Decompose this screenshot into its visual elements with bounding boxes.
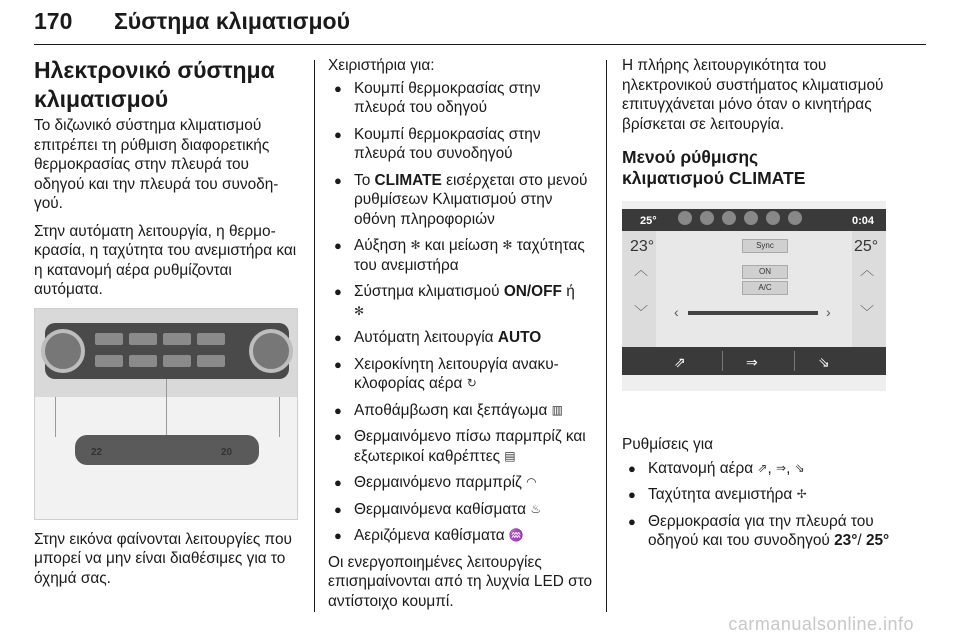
chevron-left-icon: ‹ xyxy=(674,304,679,320)
header-rule xyxy=(34,44,926,45)
column-2 xyxy=(328,56,596,611)
clock: 0:04 xyxy=(851,215,874,227)
column-3 xyxy=(622,56,892,551)
air-distribution-middle-icon: ⇒ xyxy=(746,354,758,370)
page-header xyxy=(34,6,926,40)
outside-temp: 25° xyxy=(640,215,657,227)
chevron-down-icon: ﹀ xyxy=(634,304,648,320)
list-item: ● Θερμαινόμενα καθίσματα ♨ xyxy=(328,500,596,520)
fan-off-icon: ✻ xyxy=(354,303,365,318)
heated-seat-icon: ♨ xyxy=(530,501,542,516)
paragraph: Το διζωνικό σύστημα κλιματισμού επιτρέπει τη ρύθμιση διαφορετικής θερμοκρασίας στην πλευρά του οδηγού και την πλευρά του συνοδηγού. xyxy=(34,117,279,212)
driver-temp-knob xyxy=(41,329,85,373)
list-intro: Χειριστήρια για: xyxy=(328,57,435,74)
list-item: ● Αυτόματη λειτουργία AUTO xyxy=(328,328,596,348)
section-heading: Μενού ρύθμισης κλιματισμού CLIMATE xyxy=(622,147,806,188)
sync-button: Sync xyxy=(742,239,788,253)
air-distribution-middle-icon: ⇒ xyxy=(776,460,787,475)
controls-list xyxy=(328,79,596,546)
ac-button: A/C xyxy=(742,281,788,295)
column-1 xyxy=(34,56,302,588)
air-distribution-down-icon: ⇘ xyxy=(794,460,805,475)
rear-defrost-icon: ▤ xyxy=(504,448,516,463)
list-item: ● Κατανομή αέρα ⇗, ⇒, ⇘ xyxy=(622,459,892,479)
left-temp-label: 22 xyxy=(91,446,103,458)
callout-line xyxy=(279,397,280,437)
screen-app-icons xyxy=(678,211,828,229)
button-row xyxy=(95,353,239,367)
driver-temp: 23° xyxy=(630,238,655,255)
defrost-icon: ▥ xyxy=(551,402,564,417)
climate-screen-image xyxy=(622,201,886,391)
passenger-temp: 25° xyxy=(854,238,879,255)
list-intro: Ρυθμίσεις για xyxy=(622,436,714,453)
air-distribution-up-icon: ⇗ xyxy=(674,354,686,370)
fan-icon: ✢ xyxy=(796,487,807,501)
chevron-down-icon: ﹀ xyxy=(860,304,874,320)
callout-line xyxy=(55,397,56,437)
air-distribution-down-icon: ⇘ xyxy=(818,354,830,370)
list-item: ● Αποθάμβωση και ξεπάγωμα ▥ xyxy=(328,401,596,421)
chevron-right-icon: › xyxy=(826,304,831,320)
chevron-up-icon: ︿ xyxy=(634,262,648,278)
column-divider xyxy=(314,60,315,612)
list-item: ● Σύστημα κλιματισμού ON/OFF ή ✻ xyxy=(328,282,596,321)
watermark: carmanualsonline.info xyxy=(728,614,914,634)
chevron-up-icon: ︿ xyxy=(860,262,874,278)
section-heading: Ηλεκτρονικό σύστημα κλιματισμού xyxy=(34,57,275,112)
divider xyxy=(722,351,723,371)
button-row xyxy=(95,331,239,345)
console-photo xyxy=(34,308,298,520)
list-item: ● Το CLIMATE εισέρχεται στο μενού ρυθμίσεων Κλιματισμού στην οθόνη πληροφοριών xyxy=(328,171,596,230)
ventilated-seat-icon: ♒ xyxy=(508,528,524,542)
on-button: ON xyxy=(742,265,788,279)
chapter-title: Σύστημα κλιματισμού xyxy=(114,8,350,34)
heated-windscreen-icon: ◠ xyxy=(526,475,537,489)
air-distribution-up-icon: ⇗ xyxy=(757,460,768,475)
paragraph: Η πλήρης λειτουργικότητα του ηλεκτρονικού συστήματος κλιματισμού επιτυγχάνεται μόνο όταν ο κινητήρας βρίσκεται σε λειτουργία. xyxy=(622,57,884,133)
divider xyxy=(794,351,795,371)
fan-minus-icon: ✻ xyxy=(502,238,513,252)
list-item: ● Κουμπί θερμοκρασίας στην πλευρά του οδηγού xyxy=(328,79,596,118)
recirculation-icon: ↻ xyxy=(466,376,477,390)
list-item: ● Αύξηση ✻ και μείωση ✻ ταχύτητας του ανεμιστήρα xyxy=(328,236,596,275)
screen-body xyxy=(622,231,886,347)
list-item: ● Θερμοκρασία για την πλευρά του οδηγού και του συνοδηγού 23°/ 25° xyxy=(622,512,892,551)
column-divider xyxy=(606,60,607,612)
list-item: ● Κουμπί θερμοκρασίας στην πλευρά του συνοδηγού xyxy=(328,125,596,164)
page-number: 170 xyxy=(34,8,73,34)
list-item: ● Χειροκίνητη λειτουργία ανακυκλοφορίας αέρα ↻ xyxy=(328,355,596,394)
paragraph: Στην αυτόματη λειτουργία, η θερμοκρασία, η ταχύτητα του ανεμιστήρα και η κατανομή αέρα ρυθμίζονται αυτόματα. xyxy=(34,222,297,298)
passenger-temp-knob xyxy=(249,329,293,373)
paragraph: Οι ενεργοποιημένες λειτουργίες επισημαίνονται από τη λυχνία LED στο αντίστοιχο κουμπί. xyxy=(328,553,593,610)
right-temp-label: 20 xyxy=(221,446,233,458)
list-item: ● Θερμαινόμενο πίσω παρμπρίζ και εξωτερικοί καθρέπτες ▤ xyxy=(328,427,596,466)
settings-list xyxy=(622,459,892,551)
caption: Στην εικόνα φαίνονται λειτουργίες που μπορεί να μην είναι διαθέσιμες για το όχημά σας. xyxy=(34,530,292,587)
list-item: ● Αεριζόμενα καθίσματα ♒ xyxy=(328,526,596,546)
fan-speed-slider xyxy=(688,311,818,315)
list-item: ● Θερμαινόμενο παρμπρίζ ◠ xyxy=(328,473,596,493)
fan-plus-icon: ✻ xyxy=(410,238,421,252)
list-item: ● Ταχύτητα ανεμιστήρα ✢ xyxy=(622,485,892,505)
callout-line xyxy=(166,379,167,435)
screen-bottom-bar xyxy=(622,347,886,375)
